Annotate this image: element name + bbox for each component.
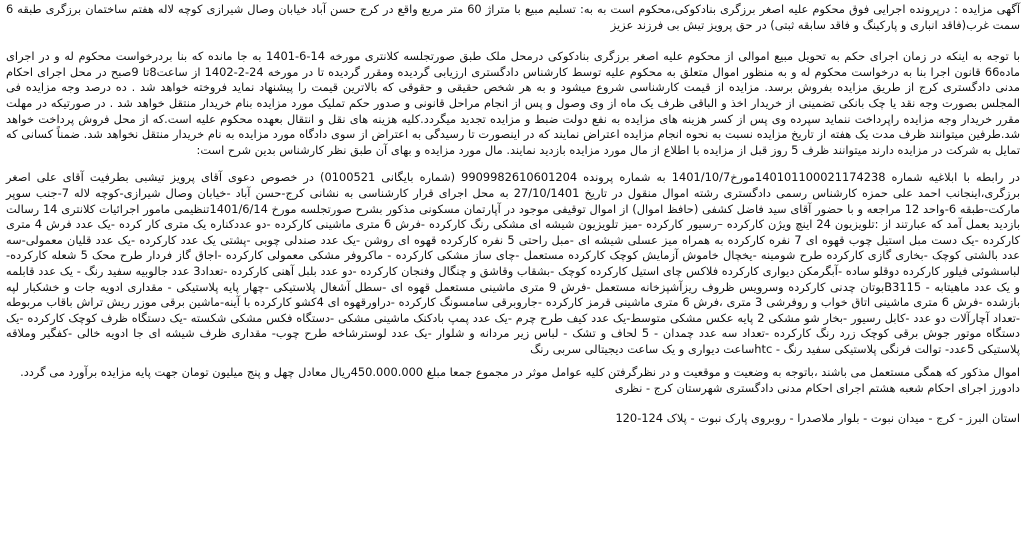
notice-heading: آگهی مزایده : درپرونده اجرایی فوق محکوم علیه اصغر برزگری بنادکوکی،محکوم است به به: تسلیم مبیع با متراژ 60 متر مربع واقع در کرج حسن آباد خیابان وصال شیرازی کوچه لاله هفتم ساختمان برزگری طبقه 6 سمت غرب(فاقد انباری و پارکینگ و فاقد سابقه ثبتی) در حق پرویز تیش بی فرزند عزیز <box>6 2 1020 32</box>
seized-items-list: در رابطه با ابلاغیه شماره 140101100021174238مورخ1401/10/7 به شماره پرونده 9909982610601204 (شماره بایگانی 0100521) در خصوص دعوی آقای پرویز تیشبی بطرفیت آقای علی اصغر برزگری،اینجانب احمد علی حمزه کارشناس رسمی دادگستری رشته اموال منقول در تاریخ 27/10/1401 به محل اجرای قرار کارشناسی به نشانی کرج-حسن آباد -خیابان وصال شیرازی-کوچه لاله 7-جنب سوپر مارکت-طبقه 6-واحد 12 مراجعه و با حضور آقای سید فاضل کشفی (حافظ اموال) از اموال توقیفی موجود در آپارتمان مسکونی مذکور بشرح صورتجلسه مورخ 1401/6/14تنظیمی مامور اجرائیات کلانتری 14 رسالت بازدید بعمل آمد که عبارتند از :تلویزیون 24 اینچ ویژن کارکرده –رسیور کارکرده -میز تلویزیون شیشه ای مشکی رنگ کارکرده -فرش 6 متری ماشینی کارکرده -دو عددکناره یک متری کار کرده -یک عدد فرش 4 متری کارکرده -یک دست مبل استیل چوب قهوه ای 7 نفره کارکرده به همراه میز عسلی شیشه ای -مبل راحتی 5 نفره کارکرده قهوه ای روشن -یک عدد صندلی چوبی -پشتی یک عدد کارکرده -یک عدد قلیان معمولی-سه عدد بالشتی کوچک -بخاری گازی کارکرده طرح شومینه -یخچال خاموش آزمایش کوچک کارکرده مستعمل -چای ساز مشکی کارکرده - ماکروفر مشکی معمولی کارکرده -اجاق گاز فردار طرح محک 5 شعله کارکرده-لباسشوئی فیلور کارکرده دوقلو ساده -آبگرمکن دیواری کارکرده فلاکس چای استیل کارکرده کوچک -بشقاب وقاشق و چنگال وفنجان کارکرده -دو عدد بلبل آهنی کارکرده -تعداد3 عدد جالوبیه سفید رنگ - یک عدد قابلمه و یک عدد ماهیتابه - B3115بوتان چدنی کارکرده وسرویس ظروف ریزآشپزخانه مستعمل -فرش 9 متری ماشینی مستعمل قهوه ای -سطل آشغال پلاستیکی -چهار پایه پلاستیکی - مقداری ادویه جات و خشکبار لپه بازشده -فرش 6 متری ماشینی اتاق خواب و روفرشی 3 متری ،فرش 6 متری ماشینی قرمز کارکرده -جاروبرقی سامسونگ کارکرده -دراورقهوه ای 4کشو کارکرده با آینه-ماشین برقی موزر ریش تراش باقاب مربوطه -تعداد آچارآلات دو عدد -کابل رسیور -بخار شو مشکی 2 پایه عکس مشکی متوسط-یک عدد کیف طرح چرم -یک عدد پمپ بادکنک ماشینی مشکی -دستگاه فکس مشکی شکسته -یک دستگاه ظرف کوچک کارکرده -یک دستگاه موتور جوش برقی کوچک زرد رنگ کارکرده -تعداد سه عدد چمدان - 5 لحاف و تشک - لباس زیر مردانه و شلوار -یک عدد لوسترشاخه طرح چوب- مقداری ظرف شیشه ای جا ادویه خالی -کفگیر وملاقه پلاستیکی 5عدد- توالت فرنگی پلاستیکی سفید رنگ - htcساعت دیواری و یک ساعت دیجیتالی سربی رنگ <box>6 170 1020 356</box>
signature-line: دادورز اجرای احکام شعبه هشتم اجرای احکام مدنی دادگستری شهرستان کرج - نظری <box>614 381 1020 396</box>
notice-body: با توجه به اینکه در زمان اجرای حکم به تحویل مبیع اموالی از محکوم علیه اصغر برزگری بنادکوکی درمحل ملک طبق صورتجلسه کلانتری مورخه 14-6-1401 به جا مانده که بنا بردرخواست محکوم له و در اجرای ماده66 قانون اجرا بنا به درخواست محکوم له و به منظور اموال متعلق به محکوم علیه توسط کارشناس دادگستری ارزیابی گردیده ومقرر گردیده تا در مورخه 24-2-1402 از ساعت8تا 9صبح در محل اجرای احکام مدنی دادگستری کرج از طریق مزایده بفروش برسد. مزایده از قیمت کارشناسی شروع میشود و به هر شخص حقیقی و حقوقی که بالاترین قیمت را پیشنهاد نماید فروخته خواهد شد . ده درصد وجه مزایده فی المجلس بصورت وجه نقد یا چک بانکی تضمینی از خریدار اخذ و الباقی ظرف یک ماه از وی وصول و پس از انجام مراحل قانونی و صدور حکم تملیک مورد مزایده بنام خریدار منتقل خواهد شد . در صورتیکه در مهلت مقرر خریدار وجه مزایده راپرداخت ننماید سپرده وی پس از کسر هزینه های مزایده به نفع دولت ضبط و مزایده تجدید میگردد.کلیه هزینه های نقل و انتقال بعهده محکوم علیه است.که از محل فروش پرداخت خواهد شد.طرفین میتوانند ظرف مدت یک هفته از تاریخ مزایده نسبت به نحوه انجام مزایده اعتراض نمایند که در اینصورت تا رسیدگی به اعتراض از سوی دادگاه مورد مزایده به نام خریدار منتقل نخواهد شد. ضمناً کسانی که تمایل به شرکت در مزایده دارند میتوانند ظرف 5 روز قبل از مزایده با اطلاع از مال مورد مزایده بازدید نمایند. مال مورد مزایده و بهای آن طبق نظر کارشناس بدین شرح است: <box>6 49 1020 157</box>
office-address: استان البرز - کرج - میدان نبوت - بلوار ملاصدرا - روبروی پارک نبوت - پلاک 124-120 <box>615 410 1020 425</box>
appraised-price: اموال مذکور که همگی مستعمل می باشند ،باتوجه به وضعیت و موقعیت و در نظرگرفتن کلیه عوامل موثر در مجموع جمعا مبلغ 450.000.000ریال معادل چهل و پنج میلیون تومان جهت پایه مزایده برآورد می گردد. <box>20 365 1020 380</box>
